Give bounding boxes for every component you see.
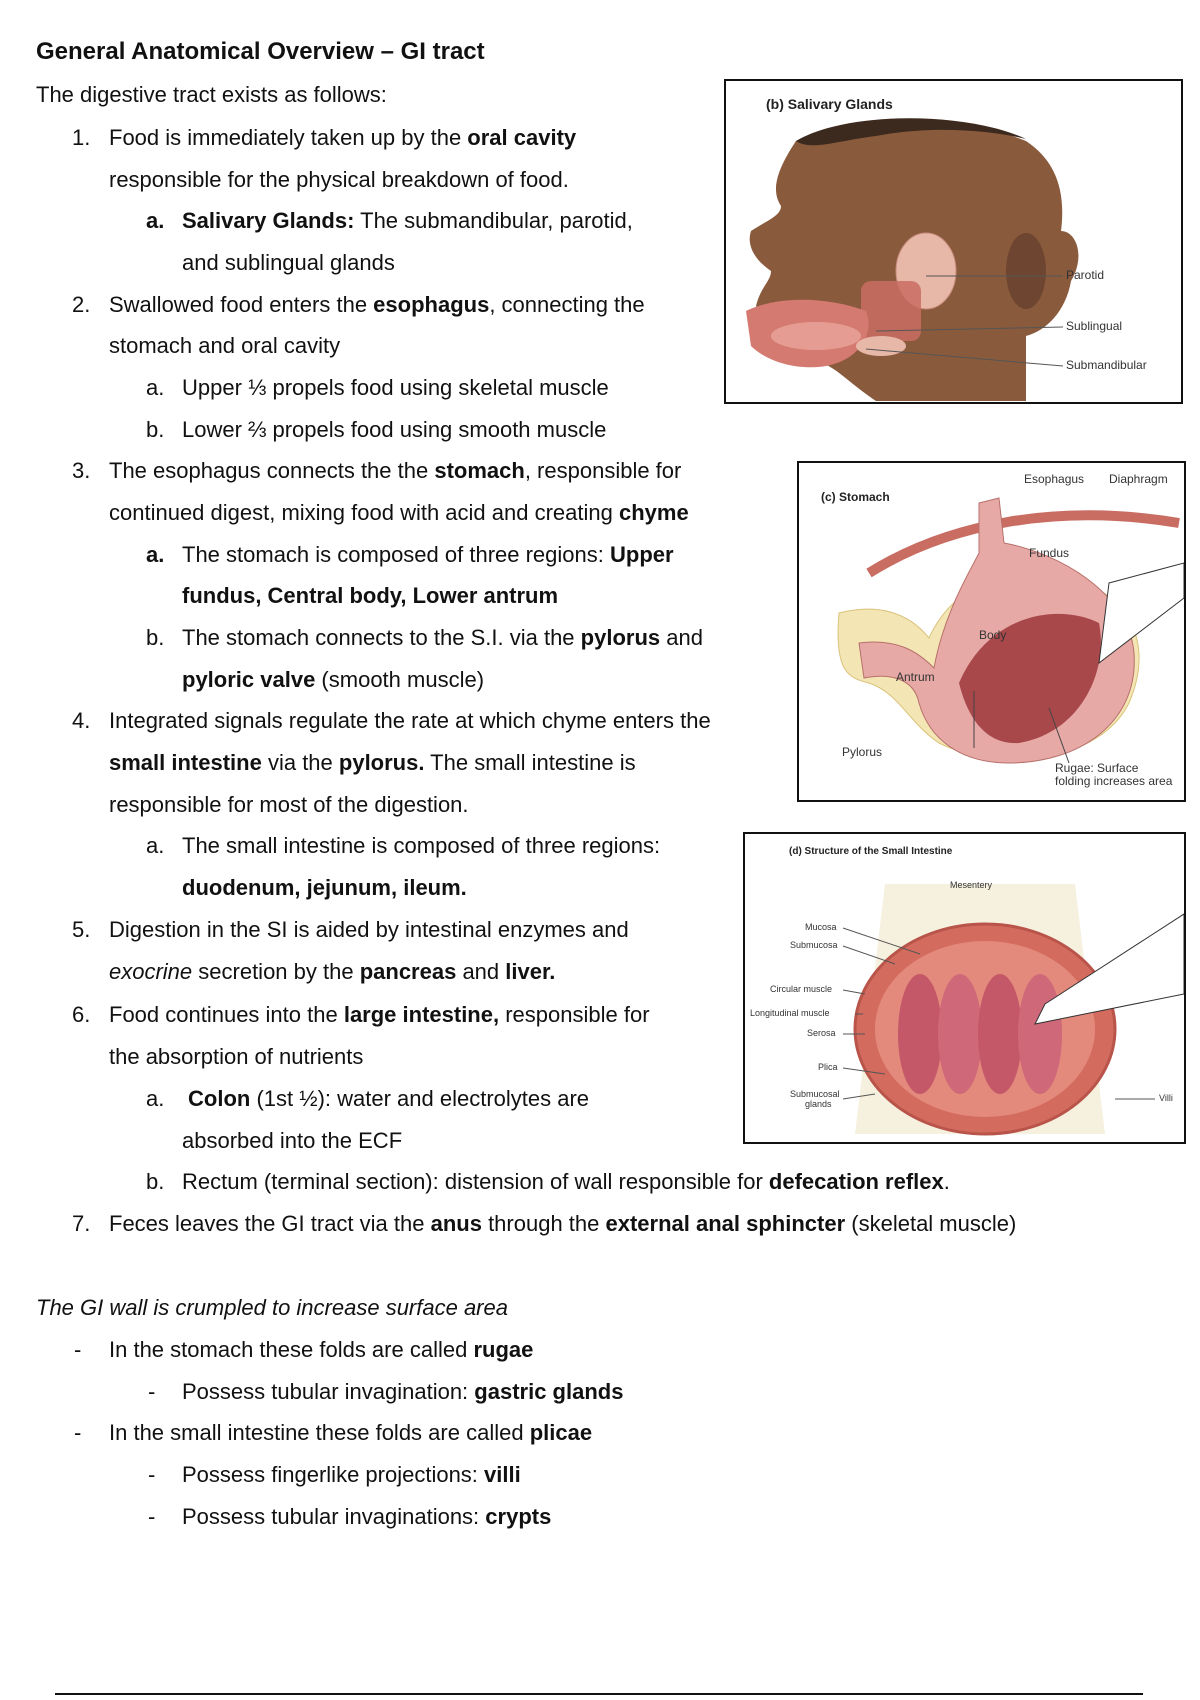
item-number: 6. (72, 1002, 91, 1027)
label-serosa: Serosa (807, 1028, 836, 1038)
item-4-line2: small intestine via the pylorus. The small intestine is (109, 750, 636, 775)
salivary-glands-figure (724, 79, 1183, 404)
small-intestine-figure (743, 832, 1186, 1144)
item-3-line2: continued digest, mixing food with acid and creating chyme (109, 500, 689, 525)
footer-rule (55, 1693, 1143, 1695)
sub-2b: Lower ⅔ propels food using smooth muscle (182, 417, 607, 442)
sub-6a-line2: absorbed into the ECF (182, 1128, 403, 1153)
item-1-line2: responsible for the physical breakdown of food. (109, 167, 569, 192)
label-pylorus: Pylorus (842, 745, 883, 759)
item-5-line1: Digestion in the SI is aided by intestinal enzymes and (109, 917, 629, 942)
sub-3b-line1: The stomach connects to the S.I. via the pylorus and (182, 625, 703, 650)
sub-letter: b. (146, 417, 165, 442)
item-1-line1: Food is immediately taken up by the oral cavity (109, 125, 577, 150)
sub-letter: a. (146, 208, 165, 233)
item-number: 5. (72, 917, 91, 942)
wall-item: Possess tubular invaginations: crypts (182, 1504, 552, 1529)
item-3-line1: The esophagus connects the the stomach, responsible for (109, 458, 682, 483)
sub-letter: a. (146, 542, 165, 567)
sub-3a-line1: The stomach is composed of three regions: Upper (182, 542, 674, 567)
sub-letter: a. (146, 375, 165, 400)
label-body: Body (979, 628, 1007, 642)
wall-item: Possess fingerlike projections: villi (182, 1462, 521, 1487)
sub-6b: Rectum (terminal section): distension of wall responsible for defecation reflex. (182, 1169, 950, 1194)
wall-item: Possess tubular invagination: gastric glands (182, 1379, 624, 1404)
head-illustration (726, 81, 1181, 402)
label-rugae-line2: folding increases area (1055, 774, 1173, 788)
item-7-line1: Feces leaves the GI tract via the anus through the external anal sphincter (skeletal muscle) (109, 1211, 1017, 1236)
item-number: 1. (72, 125, 91, 150)
stomach-figure (797, 461, 1186, 802)
sub-3b-line2: pyloric valve (smooth muscle) (182, 667, 485, 692)
label-mucosa: Mucosa (805, 922, 837, 932)
item-number: 2. (72, 292, 91, 317)
bullet: - (74, 1337, 82, 1362)
label-plica: Plica (818, 1062, 838, 1072)
label-submandibular: Submandibular (1066, 358, 1147, 372)
label-parotid: Parotid (1066, 268, 1105, 282)
bullet: - (148, 1504, 156, 1529)
wall-item: In the stomach these folds are called rugae (109, 1337, 534, 1362)
wall-heading: The GI wall is crumpled to increase surface area (36, 1295, 508, 1320)
label-submucosal: Submucosal (790, 1089, 840, 1099)
item-4-line1: Integrated signals regulate the rate at which chyme enters the (109, 708, 711, 733)
item-6-line1: Food continues into the large intestine, responsible for (109, 1002, 650, 1027)
sub-6a-line1: Colon (1st ½): water and electrolytes are (188, 1086, 590, 1111)
wall-item: In the small intestine these folds are called plicae (109, 1420, 593, 1445)
figure-title: (b) Salivary Glands (766, 96, 893, 112)
label-glands: glands (805, 1099, 832, 1109)
label-diaphragm: Diaphragm (1109, 472, 1168, 486)
sub-letter: b. (146, 1169, 165, 1194)
figure-title: (d) Structure of the Small Intestine (789, 846, 953, 857)
item-number: 3. (72, 458, 91, 483)
sub-4a-line1: The small intestine is composed of three regions: (182, 833, 661, 858)
label-antrum: Antrum (896, 670, 935, 684)
item-6-line2: the absorption of nutrients (109, 1044, 364, 1069)
label-sublingual: Sublingual (1066, 319, 1123, 333)
label-mesentery: Mesentery (950, 880, 993, 890)
label-esophagus: Esophagus (1024, 472, 1085, 486)
bullet: - (148, 1462, 156, 1487)
bullet: - (74, 1420, 82, 1445)
label-submucosa: Submucosa (790, 940, 838, 950)
label-fundus: Fundus (1029, 546, 1070, 560)
item-5-line2: exocrine secretion by the pancreas and liver. (109, 959, 556, 984)
item-2-line1: Swallowed food enters the esophagus, connecting the (109, 292, 645, 317)
label-circular-muscle: Circular muscle (770, 984, 833, 994)
item-number: 7. (72, 1211, 91, 1236)
bullet: - (148, 1379, 156, 1404)
intro-text: The digestive tract exists as follows: (36, 82, 387, 107)
item-4-line3: responsible for most of the digestion. (109, 792, 469, 817)
sub-1a-line2: and sublingual glands (182, 250, 395, 275)
item-2-line2: stomach and oral cavity (109, 333, 341, 358)
label-longitudinal-muscle: Longitudinal muscle (750, 1008, 830, 1018)
label-villi: Villi (1159, 1093, 1173, 1103)
item-number: 4. (72, 708, 91, 733)
figure-title: (c) Stomach (821, 490, 890, 504)
page-title: General Anatomical Overview – GI tract (36, 38, 485, 65)
sub-4a-line2: duodenum, jejunum, ileum. (182, 875, 467, 900)
sub-letter: a. (146, 1086, 165, 1111)
sub-letter: b. (146, 625, 165, 650)
sub-letter: a. (146, 833, 165, 858)
label-rugae: Rugae: Surface (1055, 761, 1139, 775)
sub-3a-line2: fundus, Central body, Lower antrum (182, 583, 559, 608)
sub-2a: Upper ⅓ propels food using skeletal muscle (182, 375, 609, 400)
sub-1a-line1: Salivary Glands: The submandibular, parotid, (182, 208, 633, 233)
